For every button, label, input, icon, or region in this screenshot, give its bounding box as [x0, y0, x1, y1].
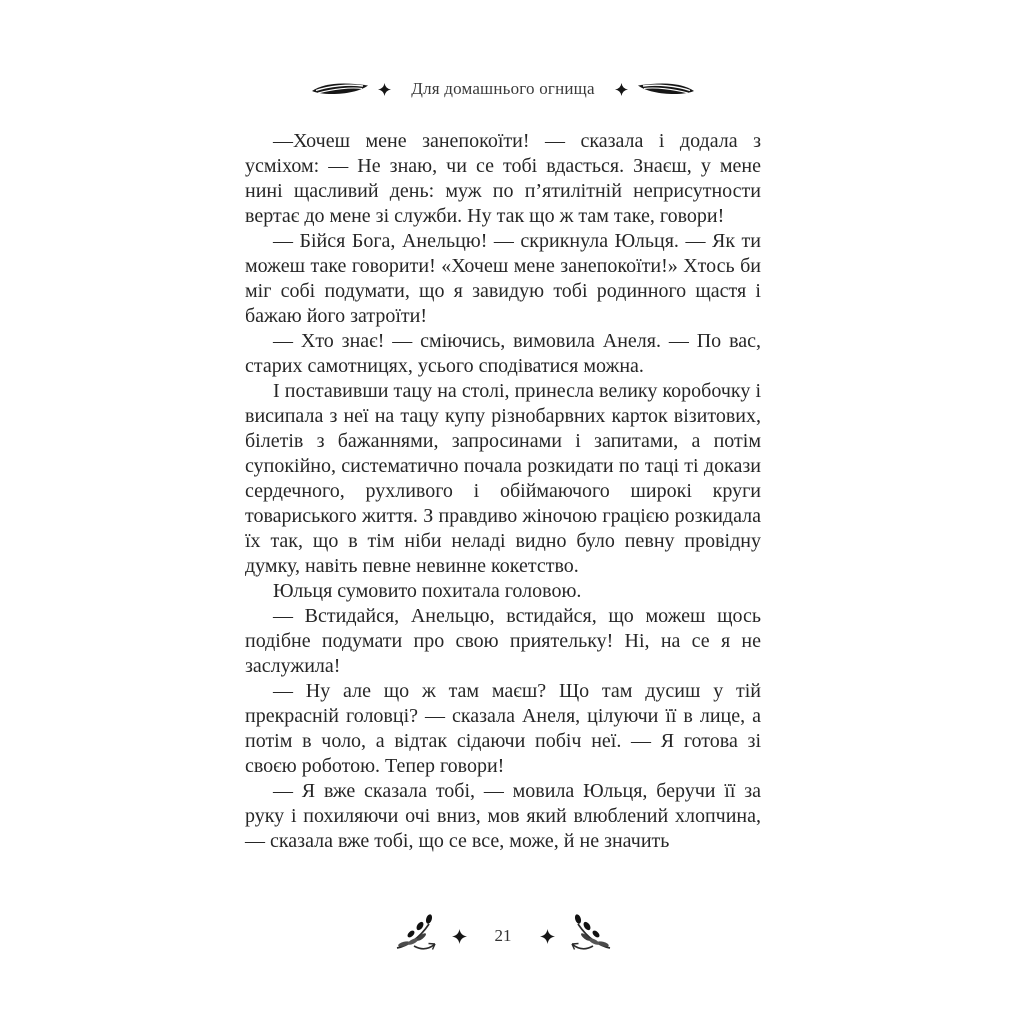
paragraph-dialog: — Встидайся, Анельцю, встидайся, що можеш щось подібне подумати про свою приятельку! Ні, на се я не заслужила!	[245, 605, 761, 677]
paragraph-dialog: — Бійся Бога, Анельцю! — скрикнула Юльця. — Як ти можеш таке говорити! «Хочеш мене занепокоїти!» Хтось би міг собі подумати, що я завидую тобі родинного щастя і бажаю його затроїти!	[245, 230, 761, 327]
branch-sprig-right-icon	[567, 913, 613, 955]
page-number: 21	[494, 926, 512, 945]
branch-sprig-left-icon	[394, 913, 440, 955]
leaf-ornament-left-icon	[311, 81, 369, 97]
diamond-star-icon	[378, 83, 391, 96]
diamond-star-icon	[452, 929, 467, 944]
paragraph-dialog: — Я вже сказала тобі, — мовила Юльця, беручи її за руку і похиляючи очі вниз, мов який влюблений хлопчина, — сказала вже тобі, що се все, може, й не значить	[245, 780, 761, 852]
diamond-star-icon	[540, 929, 555, 944]
page-footer	[245, 912, 761, 960]
page-text-block	[245, 129, 761, 854]
diamond-star-icon	[615, 83, 628, 96]
paragraph-narration: Юльця сумовито похитала головою.	[273, 580, 582, 602]
running-header-title: Для домашнього огнища	[411, 79, 595, 98]
running-header	[245, 78, 761, 100]
leaf-ornament-right-icon	[637, 81, 695, 97]
paragraph-dialog: — Ну але що ж там маєш? Що там дусиш у тій прекрасній головці? — сказала Анеля, цілуючи її в лице, а потім в чоло, а відтак сідаючи побіч неї. — Я готова зі своєю роботою. Тепер говори!	[245, 680, 761, 777]
paragraph-dialog: —Хочеш мене занепокоїти! — сказала і додала з усміхом: — Не знаю, чи се тобі вдасться. Знаєш, у мене нині щасливий день: муж по п’ятилітній неприсутности вертає до мене зі служби. Ну так що ж там таке, говори!	[245, 130, 761, 227]
paragraph-narration: І поставивши тацу на столі, принесла велику коробочку і висипала з неї на тацу купу різнобарвних карток візитових, білетів з бажаннями, запросинами і запитами, а потім супокійно, систематично почала розкидати по таці ті докази сердечного, рухливого і обіймаючого широкі круги товариського життя. З правдиво жіночою грацією розкидала їх так, що в тім ніби неладі видно було певну провідну думку, навіть певне невинне кокетство.	[245, 380, 761, 577]
paragraph-dialog: — Хто знає! — сміючись, вимовила Анеля. — По вас, старих самотницях, усього сподіватися можна.	[245, 330, 761, 377]
